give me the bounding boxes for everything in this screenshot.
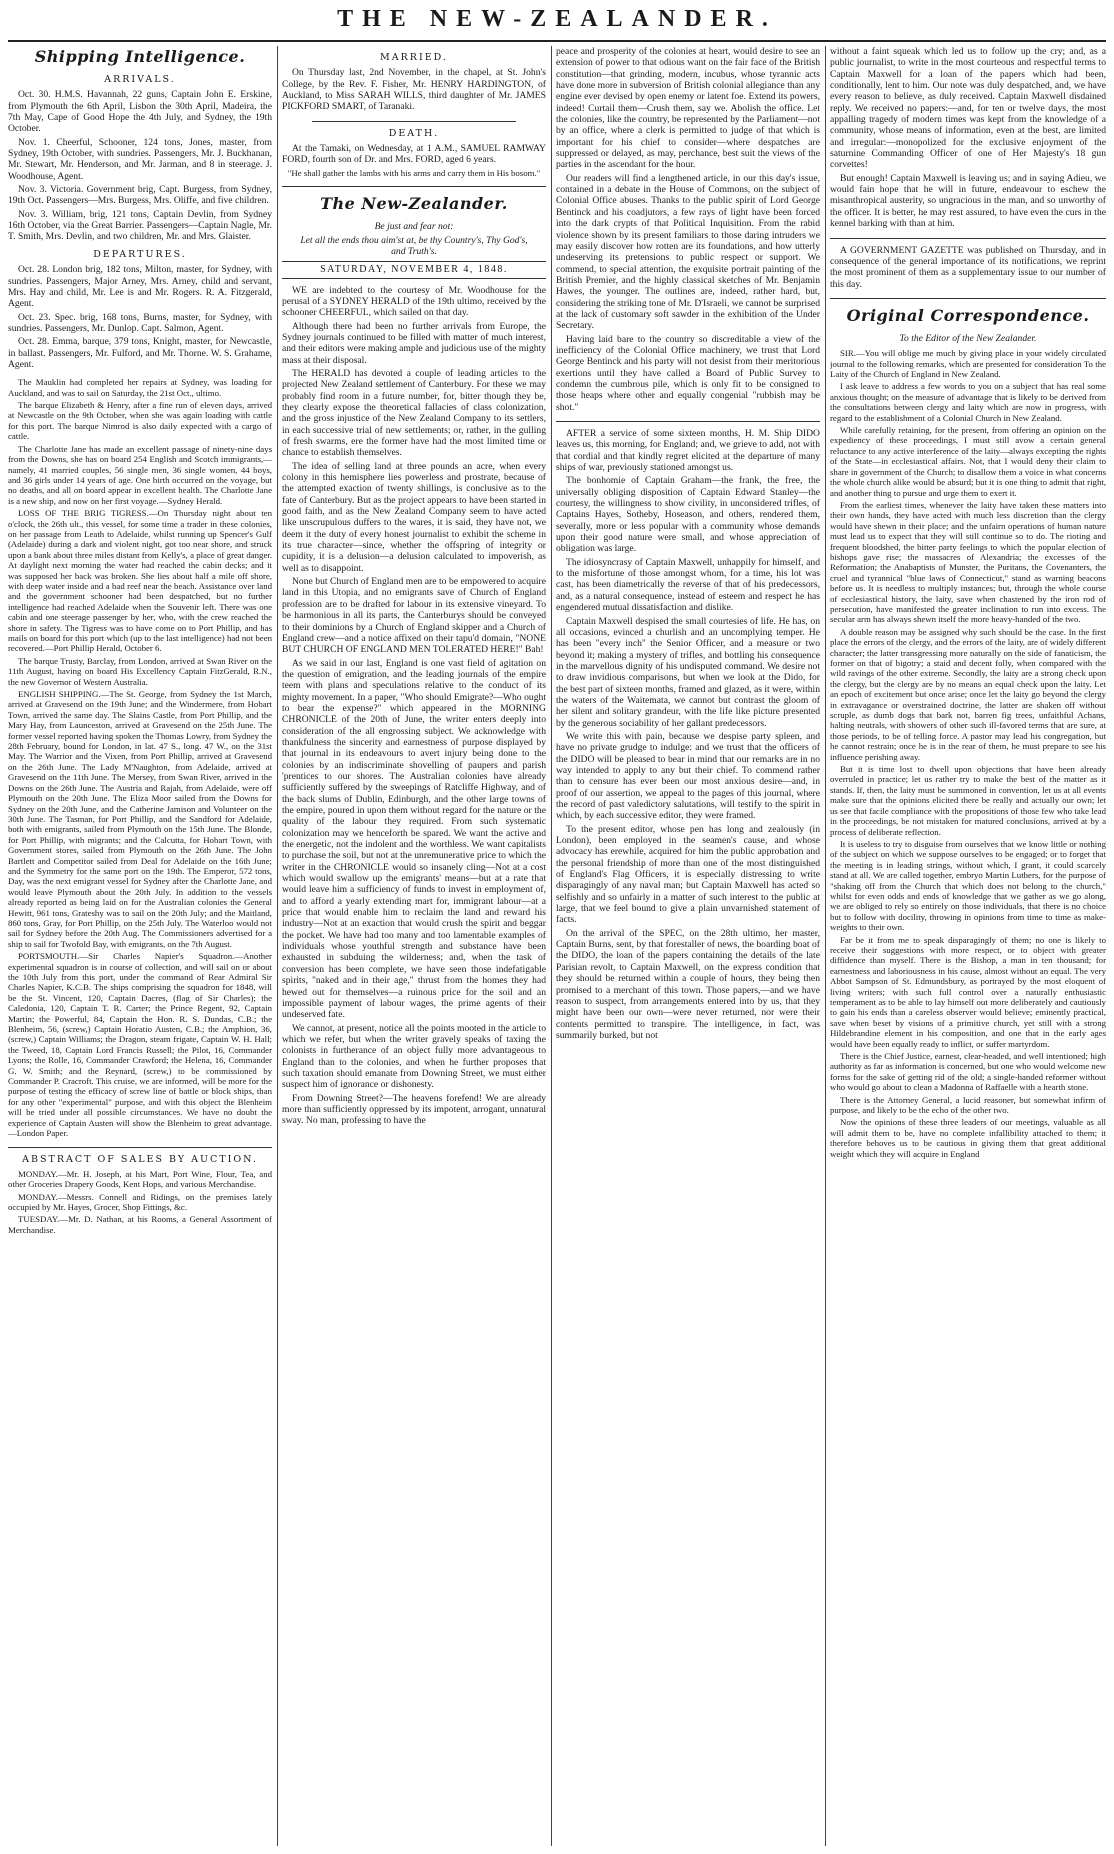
arrivals-heading: ARRIVALS. bbox=[104, 74, 176, 85]
death-heading: DEATH. bbox=[388, 127, 440, 139]
column-correspondence bbox=[830, 46, 1106, 1846]
editorial-paragraph: We cannot, at present, notice all the points mooted in the article to which we refer, but when the writer gravely speaks of taxing the colonists in furtherance of an object fully more advantageous to England than to the colonies, and when he further proposes that such taxation should emanate from Downing Street, we must either suspect him of ignorance or dishonesty. bbox=[282, 1022, 546, 1091]
dido-paragraph: without a faint squeak which led us to follow up the cry; and, as a public journalist, to write in the most courteous and respectful terms to Captain Maxwell for a loan of the papers which had been, conditionally, lent to him. Our note was duly despatched, and, we have every reason to believe, as duly received. Captain Maxwell disdained reply. We received no papers:—and, for ten or twelve days, the most appalling tragedy of modern times was kept from the knowledge of a community, whose means of information, even at the best, are limited and irregular:—monopolized for the exclusive enjoyment of the saturnine Commanding Officer of one of Her Majesty's 18 gun corvettes! bbox=[830, 46, 1106, 171]
editorial-paragraph: The HERALD has devoted a couple of leading articles to the projected New Zealand settlement of Canterbury. For these we may probably find room in a future number, for, bitter though they be, they clearly expose the theoretical fallacies of class colonization, and the gross injustice of the New Zealand Company to its settlers, in each successive trial of new settlements; or, rather, in the gulling of fresh swarms, ere the former have had the most limited time or chance to establish themselves. bbox=[282, 367, 546, 459]
arrival-entry: Nov. 1. Cheerful, Schooner, 124 tons, Jones, master, from Sydney, 19th October, with sundries. Passengers, Mr. J. Buckhanan, Mr. Stewart, Mr. Henderson, and Mr. Jarman, and 8 in steerage. J. Woodhouse, Agent. bbox=[8, 136, 272, 182]
gazette-notice: A GOVERNMENT GAZETTE was published on Thursday, and in consequence of the general importance of its notifications, we reprint the most prominent of them as a supplementary issue to our number of this day. bbox=[830, 244, 1106, 290]
letter-paragraph: There is the Attorney General, a lucid reasoner, but somewhat infirm of purpose, and likely to be the echo of the other two. bbox=[830, 1094, 1106, 1116]
auction-entry: TUESDAY.—Mr. D. Nathan, at his Rooms, a General Assortment of Merchandise. bbox=[8, 1214, 272, 1235]
dido-paragraph: AFTER a service of some sixteen months, H. M. Ship DIDO leaves us, this morning, for England; and, we grieve to add, not with that cordial and that kindly regret elicited at the departure of many ships of war, previously stationed amongst us. bbox=[556, 428, 820, 474]
departures-heading: DEPARTURES. bbox=[93, 248, 187, 260]
dido-paragraph: But enough! Captain Maxwell is leaving us; and in saying Adieu, we would fain hope that he will in future, endeavour to eschew the misanthropical austerity, so ungracious in the man, and so unworthy of the officer. It is better, he may rest assured, to have even the curs in the kennel barking with than at him. bbox=[830, 172, 1106, 230]
editorial-paragraph: None but Church of England men are to be empowered to acquire land in this Utopia, and no emigrants save of Church of England profession are to be drafted for labour in its extensive vineyard. To be harmonious in all its parts, the Canterburys should be conveyed to their dominions by a Church of England skipper and a Church of England crew—and a notice affixed on their tapu'd domain, "NONE BUT CHURCH OF ENGLAND MEN TOLERATED HERE!" Bah! bbox=[282, 576, 546, 656]
arrival-entry: Nov. 3. Victoria. Government brig, Capt. Burgess, from Sydney, 19th Oct. Passengers—Mrs. Burgess, Mrs. Oliffe, and five children. bbox=[8, 184, 272, 207]
departure-entry: Oct. 23. Spec. brig, 168 tons, Burns, master, for Sydney, with sundries. Passengers, Mr. Dunlop. Capt. Salmon, Agent. bbox=[8, 311, 272, 334]
editorial-paragraph: Having laid bare to the country so discreditable a view of the inefficiency of the Colonial Office machinery, we trust that Lord George Bentinck and his party will not desist from their meritorious exertions until they have called a Board of Public Survey to condemn the cumbrous pile, which is only fit to be consigned to those heaps where other and equally congenial "rubbish may be shot." bbox=[556, 333, 820, 413]
column-rule bbox=[551, 46, 552, 1846]
column-rule bbox=[825, 46, 826, 1846]
editorial-paragraph: From Downing Street?—The heavens forefend! We are already more than sufficiently oppressed by its impotent, arrogant, unnatural sway. No man, professing to have the bbox=[282, 1092, 546, 1127]
dido-paragraph: To the present editor, whose pen has long and zealously (in London), been employed in the seamen's cause, and whose advocacy has erewhile, acquired for him the public approbation and the personal friendship of more than one of the most distinguished of England's Flag Officers, it is especially distressing to write disparagingly of any naval man; but Captain Maxwell has acted so selfishly and so unfairly in a matter of such interest to the public at large, that we feel bound to give a plain unvarnished statement of facts. bbox=[556, 823, 820, 926]
letter-paragraph: A double reason may be assigned why such should be the case. In the first place the errors of the clergy, and the errors of the laity, are of widely different character; the latter transgressing more naturally on the side of fanaticism, the former on that of bigotry; a staid and decent folly, when compared with the wild ravings of the other extreme. Secondly, the laity are a strong check upon the clergy, but the clergy are by no means an equal check upon the laity. Let an epoch of excitement but once arise; once let the laity go beyond the clergy in extravagance or overstrained doctrine, the latter are shaken off without scruple, as dumb dogs that bark not, barren fig trees, unfaithful Achans, halting neutrals, with showers of other such ill-favored terms that are sure, at those periods, to be of telling force. A pastor may lead his congregation, but he cannot restrain; once he is in the rear of them, he must prepare to see his influence perishing away. bbox=[830, 626, 1106, 762]
column-rule bbox=[277, 46, 278, 1846]
masthead: THE NEW-ZEALANDER. bbox=[337, 6, 777, 32]
section-rule bbox=[312, 121, 516, 122]
section-rule bbox=[282, 186, 546, 187]
auction-entry: MONDAY.—Mr. H. Joseph, at his Mart, Port Wine, Flour, Tea, and other Groceries Drapery Goods, Kent Hops, and various Merchandise. bbox=[8, 1168, 272, 1190]
dido-paragraph: The idiosyncrasy of Captain Maxwell, unhappily for himself, and to the misfortune of those amongst whom, for a time, his lot was cast, has been diametrically the reverse of that of his predecessors, and, as a natural consequence, instead of esteem and respect he has engendered mutual dissatisfaction and dislike. bbox=[556, 556, 820, 614]
section-rule bbox=[830, 298, 1106, 299]
arrival-entry: Nov. 3. William, brig, 121 tons, Captain Devlin, from Sydney 16th October, via the Great Barrier. Passengers—Captain Nagle, Mr. T. Smith, Mrs. Devlin, and two children, Mr. and Mrs. Glaister. bbox=[8, 208, 272, 243]
letter-paragraph: But it is time lost to dwell upon objections that have been already overruled in practice; let us rather try to make the best of the matter as it stands. If, then, the laity must be summoned in convention, let us at all events make sure that the opinions elicited there be really and actually our own; let us see that facile compliance with the propositions of those few who take lead in the proceedings, be not mistaken for matured conclusions, arrived at by a process of deliberate reflection. bbox=[830, 764, 1106, 837]
dido-paragraph: Captain Maxwell despised the small courtesies of life. He has, on all occasions, evinced a churlish and an uncomplying temper. He has been "every inch" the Senior Officer, and a measure or two beyond it; making a mystery of trifles, and bottling his consequence in the marvellous dignity of his undisputed command. We desire not to draw invidious comparisons, but when we look at the Dido, for the best part of sixteen months, framed and glazed, as it were, within the waters of the Waitemata, we cannot but contrast the gloom of her silent and solitary grandeur, with the life like picture presented by the generous sociability of her gallant predecessors. bbox=[556, 615, 820, 729]
section-rule bbox=[830, 238, 1106, 239]
shipping-note: The Mauklin had completed her repairs at Sydney, was loading for Auckland, and was to sail on Saturday, the 21st Oct., ultimo. bbox=[8, 377, 272, 398]
column-shipping bbox=[8, 46, 272, 1846]
editorial-paragraph: The idea of selling land at three pounds an acre, when every colony in this hemisphere lies powerless and prostrate, because of the attempted exaction of twenty shillings, is conclusive as to the fate of Canterbury. But as the project appears to have been started in good faith, and as the New Zealand Company seem to have acted like unscrupulous duffers to the wares, it is said, they have not, we deem it the duty of every honest journalist to exhibit the scheme in its true character—since, whether the offspring of integrity or cupidity, it is a delusion—a delusion calculated to impoverish, as well as to disappoint. bbox=[282, 460, 546, 574]
motto-line: Let all the ends thou aim'st at, be thy Country's, Thy God's, and Truth's. bbox=[300, 234, 528, 257]
shipping-note: PORTSMOUTH.—Sir Charles Napier's Squadron.—Another experimental squadron is in course of collection, and will sail on or about the 10th July from this port, under the command of Rear Admiral Sir Charles Napier, K.C.B. The ships comprising the squadron for 1848, will be the St. Vincent, 120, Captain Dacres, (flag of Sir Charles); the Caledonia, 120, Captain T. R. Carter; the Prince Regent, 92, Captain Martin; the Powerful, 84, Captain the Hon. R. S. Dundas, C.B.; the Blenheim, 56, (screw,) Captain Horatio Austen, C.B.; the Amphion, 36, (screw,) Captain Williams; the Dragon, steam frigate, Captain W. H. Hall; the Tweed, 18, Captain Lord Francis Russell; the Pilot, 16, Commander Lyons; the Rolle, 16, Commander Crawford; the Helena, 16, Commander G. W. Smith; and the Reynard, (screw,) to be commissioned by Commander P. Cracroft. This cruise, we are informed, will be more for the purpose of testing the efficacy of screw line of battle or block ships, than for any other "experimental" purpose, and with this object the Blenheim will be tried under all possible circumstances. We have no doubt the experience of Captain Austen will show the Blenheim to great advantage.—London Paper. bbox=[8, 951, 272, 1139]
motto-line: Be just and fear not: bbox=[374, 221, 454, 233]
letter-paragraph: There is the Chief Justice, earnest, clear-headed, and well intentioned; high authority as far as information is concerned, but one who would welcome new forms for the sake of getting rid of the old; a single-handed reformer without who would go about to clean a Madonna of Raffaelle with a hearth stone. bbox=[830, 1051, 1106, 1093]
auction-heading: ABSTRACT OF SALES BY AUCTION. bbox=[22, 1153, 258, 1165]
death-verse: "He shall gather the lambs with his arms and carry them in His bosom." bbox=[287, 167, 541, 178]
editorial-title: The New-Zealander. bbox=[320, 194, 508, 214]
dateline: SATURDAY, NOVEMBER 4, 1848. bbox=[282, 261, 546, 278]
letter-paragraph: SIR.—You will oblige me much by giving place in your widely circulated journal to the following remarks, which are presented for consideration To the Laity of the Church of England in New Zealand. bbox=[830, 348, 1106, 380]
auction-entry: MONDAY.—Messrs. Connell and Ridings, on the premises lately occupied by Mr. Hayes, Grocer, Shop Fittings, &c. bbox=[8, 1191, 272, 1213]
letter-paragraph: Now the opinions of these three leaders of our meetings, valuable as all will admit them to be, have no complete infallibility attached to them; it therefore behoves us to be cautious in giving them that great additional weight which they will acquire in England bbox=[830, 1117, 1106, 1159]
shipping-note: LOSS OF THE BRIG TIGRESS.—On Thursday night about ten o'clock, the 26th ult., this vessel, for some time a trader in these colonies, on her passage from Leath to Adelaide, whilst running up Spencer's Gulf (Adelaide) during a dark and violent night, got too near shore, and struck upon a bank about three miles distant from Kelly's, a place of great danger. At daylight next morning the water had reached the cabin decks; and it was supposed her back was broken. She lies about half a mile off shore, with deep water inside and a bad reef near the beach. Assistance over land and the government schooner had been despatched, but no further intelligence had reached Adelaide when the Souvenir left. There was one cabin and one steerage passenger by her, who, with the crew reached the shore in safety. The Tigress was to have come on to Port Phillip, and has mails on board for this port which (up to the last intelligence) had not been recovered.—Port Phillip Herald, October 6. bbox=[8, 508, 272, 654]
letter-paragraph: I ask leave to address a few words to you on a subject that has real some anxious thought; on the measure of advantage that is likely to be derived from the consultations between clergy and laity which are now in progress, with regard to the establishment of a Colonial Church in New Zealand. bbox=[830, 381, 1106, 423]
shipping-note: The barque Elizabeth & Henry, after a fine run of eleven days, arrived at Newcastle on the 9th October, when she was again loading with cattle for this port. The barque Nimrod is also daily expected with a cargo of cattle. bbox=[8, 400, 272, 442]
column-editorial-continued bbox=[556, 46, 820, 1846]
married-heading: MARRIED. bbox=[380, 52, 448, 63]
to-editor-line: To the Editor of the New Zealander. bbox=[899, 332, 1037, 344]
editorial-paragraph: WE are indebted to the courtesy of Mr. Woodhouse for the perusal of a SYDNEY HERALD of the 19th ultimo, received by the schooner CHEERFUL, which sailed on that day. bbox=[282, 284, 546, 319]
married-notice: On Thursday last, 2nd November, in the chapel, at St. John's College, by the Rev. F. Fisher, Mr. HENRY HARDINGTON, of Auckland, to Miss SARAH WILLS, third daughter of Mr. JAMES PICKFORD SMART, of Taranaki. bbox=[282, 67, 546, 113]
dido-paragraph: We write this with pain, because we despise party spleen, and have no private grudge to indulge: and we trust that the officers of the DIDO will be pleased to bear in mind that our remarks are in no way intended to apply to any but their chief. To commend rather than to censure has ever been our most anxious desire—and, in proof of our assertion, we appeal to the pages of this journal, where the record of past valedictory salutations, will testify to the spirit in which, by each successive editor, they were framed. bbox=[556, 730, 820, 822]
shipping-title: Shipping Intelligence. bbox=[34, 47, 246, 66]
death-notice: At the Tamaki, on Wednesday, at 1 A.M., SAMUEL RAMWAY FORD, fourth son of Dr. and Mrs. FORD, aged 6 years. bbox=[282, 143, 546, 166]
section-rule bbox=[556, 421, 820, 422]
dido-paragraph: The bonhomie of Captain Graham—the frank, the free, the universally obliging disposition of Captain Edward Stanley—the courtesy, the willingness to show civility, in unconsidered trifles, of Captains Hayes, Sotheby, Hoseason, and others, rendered them, severally, more or less popular with a community whose demands upon their good nature were small, and whose appreciation of obligation was large. bbox=[556, 475, 820, 555]
column-editorial bbox=[282, 46, 546, 1846]
editorial-paragraph: As we said in our last, England is one vast field of agitation on the question of emigration, and the leading journals of the empire teem with plans and speculations relative to the conduct of its mighty movement. In a paper, "Who should Emigrate?—Who ought to bear the expense?" which appeared in the MORNING CHRONICLE of the 20th of June, the writer enters deeply into consideration of the all engrossing subject. We acknowledge with thankfulness the sincerity and earnestness of purpose displayed by that journal in its endeavours to avert injury being done to the colonies by an indiscriminate shovelling of paupers and parish 'prentices to our shores. The Australian colonies have already sufficiently suffered by the sweepings of Ratcliffe Highway, and of the back slums of Dublin, Edinburgh, and the other large towns of the empire, poured in upon them without regard for the nature or the quality of the labour they required. From such systematic colonization may we henceforth be spared. We want the active and the energetic, not the indolent and the worthless. We want capitalists to purchase the soil, but not at the unremunerative price to which the writer in the CHRONICLE would so insanely cling—Not at a cost which would swallow up the emigrants' means—but at a rate that would leave him a sufficiency of funds to invest in employment of, and to afford a yearly extending mart for, immigrant labour—at a price that would enable him to reclaim the land and reward his industry—Not at an exaction that would crush the spirit and beggar the pocket. We have had too many and too lamentable examples of individuals whose youthful strength and substance have been exhausted in subduing the wilderness; and, when the task of conversion has been complete, we have seen those indefatigable spirits, "naked and in their age," thrust from the homes they had hewed out for themselves—a ruinous price for the soil and an impossible payment of labour wages, the prime agents of their undeserved fate. bbox=[282, 657, 546, 1021]
editorial-paragraph: Our readers will find a lengthened article, in our this day's issue, contained in a debate in the House of Commons, on the subject of Colonial Office abuses. Thanks to the public spirit of Lord George Bentinck and his coadjutors, a few rays of light have been forced into the dark crypts of that Political Inquisition. From the rabid violence shown by its present familiars to those daring intruders we may easily discover how rotten are its foundations, and how utterly undeserving its pretensions to public respect or support. We commend, to special attention, the exquisite portrait painting of the British Premier, and the highly classical sketches of Mr. Benjamin Hawes, the younger. The outlines are, indeed, rather hard, but, considering the striking tone of Mr. D'Israeli, we cannot be surprised at the lack of customary soft sawder in the exhibition of the Under Secretary. bbox=[556, 172, 820, 332]
letter-paragraph: From the earliest times, whenever the laity have taken these matters into their own hands, they have acted with much less discretion than the clergy would have shewn in their place; and the unfairn operations of human nature must lead us to expect that they will still continue so to do. The rioting and frequent bloodshed, the bitter party feelings to which the popular election of bishops gave rise; the massacres of Alexandria; the excesses of the Reformation; the Anabaptists of Munster, the Puritans, the Covenanters, the cruel and tyrannical "blue laws of Connecticut," stand as warning beacons before us. It is needless to multiply instances; but, through the whole course of ecclesiastical history, the laity, save when chastened by the iron rod of persecution, have manifested the greater inclination to run into excess. The secular arm has always shewn itself the more heavy-handed of the two. bbox=[830, 499, 1106, 625]
editorial-paragraph: Although there had been no further arrivals from Europe, the Sydney journals continued to be filled with matter of much interest, and their editors were making ample and judicious use of the mighty mass at their disposal. bbox=[282, 320, 546, 366]
letter-paragraph: Far be it from me to speak disparagingly of them; no one is likely to receive their suggestions with more respect, or to object with greater diffidence than myself. There is the Bishop, a man in ten thousand; for earnestness and laboriousness in his cause, almost without an equal. The very Abbot Sampson of St. Edmundsbury, as portrayed by the most eloquent of living writers; with such full control over a naturally enthusiastic temperament as to be able to lay himself out more deliberately and cautiously to gain his ends than a careless observer would believe; eminently practical, save when beset by visions of a primitive church, yet still with a strong Hildebrandine element in his composition, and one that in the early ages would have been equally ready to inflict, or suffer martyrdom. bbox=[830, 934, 1106, 1049]
correspondence-title: Original Correspondence. bbox=[846, 305, 1090, 325]
letter-paragraph: It is useless to try to disguise from ourselves that we know little or nothing of the subject on which we suppose ourselves to be engaged; or to forget that the meeting is in leading strings, without which, I grant, it could scarcely stand at all. We are called together, embryo Martin Luthers, for the purpose of "shaking off from the Church that which does not belong to the church," whilst for even odds and ends of knowledge that we gather as we go along, we are obliged to rely so entirely on those individuals, that there is no choice but to follow with docility, throwing in opinions from time to time as make-weights to their own. bbox=[830, 838, 1106, 933]
letter-paragraph: While carefully retaining, for the present, from offering an opinion on the expediency of these proceedings, I must still avow a certain general reluctance to any active interference of the laity—always excepting the rights of the State—in ecclesiastical affairs. Not, that I would deny their claim to share in government of the Church; to disallow them a voice in what concerns the whole church alike would be absurd; but it is one thing to admit that right, and another thing to pursue and urge them to exert it. bbox=[830, 425, 1106, 498]
dido-paragraph: On the arrival of the SPEC, on the 28th ultimo, her master, Captain Burns, sent, by that forestaller of news, the boarding boat of the DIDO, the loan of the papers containing the details of the late Parisian revolt, to Captain Maxwell, on the express condition that they should be returned within a couple of hours, they being then promised to a merchant of this town. Those papers,—and we have reason to suspect, from arrangements entered into by us, that they might have been our own—were never returned, nor were their contents permitted to transpire. The intelligence, in fact, was summarily burked, but not bbox=[556, 927, 820, 1041]
section-rule bbox=[8, 1147, 272, 1148]
masthead-rule bbox=[8, 40, 1106, 42]
editorial-paragraph: peace and prosperity of the colonies at heart, would desire to see an extension of power to that odious want on the fair face of the British constitution—that grinding, modern, incubus, whose tyrannic acts have done more in subversion of British colonial allegiance than any engine ever devised by open enemy or latent foe. Extend its powers, indeed! Curtail them—Crush them, say we. Abolish the office. Let the colonies, like the country, be represented by the Parliament—not by an office, where a clerk is permitted to judge of that which is important for his chief to consider—where despatches are suppressed or delayed, as may, perchance, best suit the views of the parties in the ascendant for the hour. bbox=[556, 46, 820, 171]
departure-entry: Oct. 28. London brig, 182 tons, Milton, master, for Sydney, with sundries. Passengers, Major Arney, Mrs. Arney, child and servant, Mrs. Hay and child, Mr. Lee is and Mr. Rogers. R. A. Fitzgerald, Agent. bbox=[8, 264, 272, 310]
arrival-entry: Oct. 30. H.M.S. Havannah, 22 guns, Captain John E. Erskine, from Plymouth the 6th April, Lisbon the 30th April, Madeira, the 7th May, Cape of Good Hope the 4th July, and Sydney, the 19th October. bbox=[8, 89, 272, 135]
shipping-note: The Charlotte Jane has made an excellent passage of ninety-nine days from the Downs, she has on board 254 English and Scotch immigrants,—namely, 41 married couples, 56 single men, 36 single women, 44 boys, and 36 girls under 14 years of age. One birth occurred on the voyage, but no deaths, and all on board appear in excellent health. The Charlotte Jane is a new ship, and now on her first voyage.—Sydney Herald. bbox=[8, 443, 272, 506]
shipping-note: ENGLISH SHIPPING.—The St. George, from Sydney the 1st March, arrived at Gravesend on the 19th June; and the Windermere, from Hobart Town, arrived the same day. The Slains Castle, from Port Phillip, and the Mary Hay, from Launceston, arrived at Gravesend on the 25th June. The former vessel reported having spoken the Thomas Lowry, from Sydney the 28th February, bound for London, in lat. 47 S., long. 47 W., on the 31st May. The Warrior and the Vixen, from Port Phillip, arrived at Gravesend on the 26th June. The Lady M'Naughton, from Adelaide, arrived at Gravesend on the 11th June. The Mersey, from Swan River, arrived in the Downs on the 26th June. The Austria and Rajah, from Adelaide, were off Plymouth on the 20th June. The Eliza Moor sailed from the Downs for Sydney on the 20th June, and the Catherine Jamison and Volunteer on the 30th June. The Tasman, for Port Phillip, and the Sandford for Adelaide, both with emigrants, sailed from Plymouth on the 15th June. The Blonde, for Port Phillip, with migrants; and the Calcutta, for Hobart Town, with Government stores, sailed from Plymouth on the 26th June. The John Bartlett and Competitor sailed from Deal for Adelaide on the 16th June; and the Symmetry for the same port on the 19th. The Emperor, 572 tons, Day, was the next emigrant vessel for Sydney after the Charlotte Jane, and would leave Plymouth about the 20th July. In addition to the vessels already reported as being laid on for the Australian colonies the General Hewitt, 961 tons, Grateshy was to sail on the 20th July; and the Maitland, 860 tons, Gray, for Port Phillip, on the 25th July. The Waterloo would not sail for Sydney before the 20th Aug. The Commissioners advertised for a ship to sail for Twofold Bay, with emigrants, on the 7th August. bbox=[8, 689, 272, 949]
shipping-note: The barque Trusty, Barclay, from London, arrived at Swan River on the 11th August, having on board His Excellency Captain FitzGerald, R.N., the new Governor of Western Australia. bbox=[8, 655, 272, 687]
departure-entry: Oct. 28. Emma, barque, 379 tons, Knight, master, for Newcastle, in ballast. Passengers, Mr. Fulford, and Mr. Thorne. W. S. Grahame, Agent. bbox=[8, 336, 272, 370]
